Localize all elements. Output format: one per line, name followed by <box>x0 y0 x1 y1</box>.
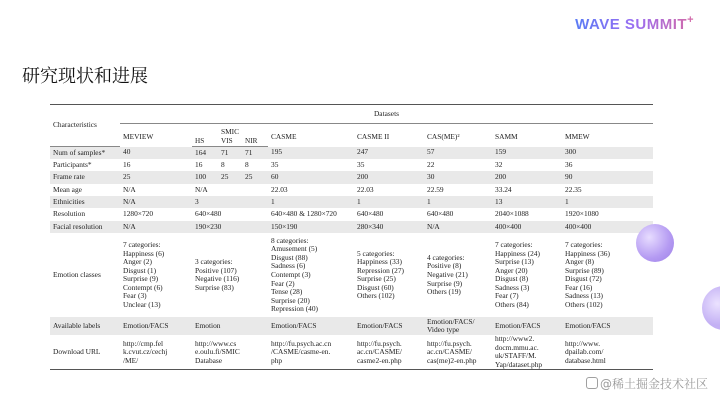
cell-line: Others (84) <box>495 299 529 309</box>
cell-line: Video type <box>427 325 460 335</box>
col-casme: CASME <box>271 132 297 141</box>
table-row: Ethnicities N/A 3 1 1 1 13 1 <box>50 196 653 208</box>
cell-line: Surprise (83) <box>195 282 234 292</box>
table-row: Num of samples* 40 164 71 71 195 247 57 159 300 <box>50 147 653 159</box>
cell-line: Repression (27) <box>357 265 405 275</box>
cell-line: /ME/ <box>123 355 139 365</box>
cell-line: Positive (8) <box>427 261 462 271</box>
cell-line: Yap/dataset.php <box>495 359 543 369</box>
cell-line: 3 categories: <box>195 257 233 267</box>
cell-line: Disgust (60) <box>357 282 394 292</box>
cell-line: dpailab.com/ <box>565 347 604 357</box>
cell-line: Positive (107) <box>195 265 237 275</box>
cell-line: Happiness (33) <box>357 257 402 267</box>
cell-line: 7 categories: <box>565 240 603 250</box>
wave-summit-logo: WAVE SUMMIT+ <box>575 14 694 33</box>
cell-line: 8 categories: <box>271 235 309 245</box>
watermark: @稀土掘金技术社区 <box>586 375 708 392</box>
cell-line: k.cvut.cz/cechj <box>123 347 168 357</box>
cell-line: Happiness (6) <box>123 248 165 258</box>
cell-line: Surprise (25) <box>357 274 396 284</box>
cell-line: Negative (21) <box>427 269 468 279</box>
decorative-orb <box>636 224 674 262</box>
cell-line: Sadness (6) <box>271 261 306 271</box>
cell-line: Others (102) <box>357 291 395 301</box>
cell-line: Negative (116) <box>195 274 240 284</box>
col-smic-hs: HS <box>192 137 218 147</box>
cell-line: Happiness (36) <box>565 248 610 258</box>
table-row-available-labels: Available labels Emotion/FACS Emotion Emotion/FACS Emotion/FACS Emotion/FACS/ Video type Emotion/FACS Emotion/FACS <box>50 317 653 335</box>
cell-line: Fear (2) <box>271 278 295 288</box>
col-meview: MEVIEW <box>123 132 154 141</box>
characteristics-header: Characteristics <box>50 105 120 147</box>
cell-line: Surprise (9) <box>123 274 159 284</box>
cell-line: http://fu.psych. <box>427 338 472 348</box>
table-row-download-url: Download URL http://cmp.fel k.cvut.cz/cechj /ME/ http://www.cs e.oulu.fi/SMIC Database http://fu.psych.ac.cn /CASME/casme-en. php http://fu.psych. ac.cn/CASME/ casme2-en.php http://fu.psych. ac.cn/CASME/ cas(me)2-en.php http://www2. docm.mmu.ac. uk/STAFF/M. Yap/dataset.php http://www. dpailab.com/ database.html <box>50 335 653 370</box>
cell-line: Amusement (5) <box>271 244 318 254</box>
cell-line: database.html <box>565 355 606 365</box>
table-row: Participants* 16 16 8 8 35 35 22 32 36 <box>53 159 573 169</box>
slide-title: 研究现状和进展 <box>22 66 148 87</box>
table-row: Mean age N/A N/A 22.03 22.03 22.59 33.24 22.35 <box>53 184 582 194</box>
cell-line: Contempt (6) <box>123 282 163 292</box>
table-row: Facial resolution N/A 190×230 150×190 280×340 N/A 400×400 400×400 <box>50 221 653 233</box>
cell-line: http://www.cs <box>195 338 237 348</box>
cell-line: cas(me)2-en.php <box>427 355 477 365</box>
table-row: Resolution 1280×720 640×480 640×480 & 1280×720 640×480 640×480 2040×1088 1920×1080 <box>53 209 599 219</box>
cell-line: http://www. <box>565 338 601 348</box>
cell-line: Disgust (1) <box>123 265 157 275</box>
cell-line: Happiness (24) <box>495 248 540 258</box>
cell-line: Anger (8) <box>565 257 594 267</box>
col-casme2: CASME II <box>357 132 390 141</box>
col-cas-me-squared: CAS(ME)² <box>427 132 460 141</box>
cell-line: Surprise (13) <box>495 257 534 267</box>
table-row: Frame rate 25 100 25 25 60 200 30 200 90 <box>50 171 653 183</box>
cell-line: 4 categories: <box>427 252 465 262</box>
cell-line: Disgust (8) <box>495 274 529 284</box>
cell-line: 7 categories: <box>123 240 161 250</box>
cell-line: ac.cn/CASME/ <box>427 347 472 357</box>
cell-line: Surprise (20) <box>271 295 310 305</box>
cell-line: casme2-en.php <box>357 355 402 365</box>
cell-line: Contempt (3) <box>271 269 311 279</box>
col-mmew: MMEW <box>565 132 590 141</box>
cell-line: Anger (2) <box>123 257 152 267</box>
col-smic: SMIC <box>220 127 240 136</box>
cell-line: Disgust (72) <box>565 274 602 284</box>
col-smic-nir: NIR <box>242 137 268 147</box>
decorative-orb <box>702 286 720 330</box>
datasets-header: Datasets <box>120 105 653 124</box>
cell-line: Unclear (13) <box>123 299 161 309</box>
cell-line: Surprise (89) <box>565 265 604 275</box>
cell-line: Fear (16) <box>565 282 593 292</box>
table-row-emotion-classes: Emotion classes 7 categories: Happiness (6) Anger (2) Disgust (1) Surprise (9) Contempt (6) Fear (3) Unclear (13) 3 categories: Positive (107) Negative (116) Surprise (83) 8 categories: Amusement (5) Disgust (88) Sadness (6) Contempt (3) Fear (2) Tense (28) Surprise (20) Repression (40) 5 categories: Happiness (33) Repression (27) Surprise (25) Disgust (60) Others (102) 4 categories: Positive (8) Negative (21) Surprise (9) Others (19) 7 categories: Happiness (24) Surprise (13) Anger (20) Disgust (8) Sadness (3) Fear (7) Others (84) 7 categories: Happiness (36) Anger (8) Surprise (89) Disgust (72) Fear (16) Sadness (13) Others (102) <box>50 233 653 317</box>
cell-line: /CASME/casme-en. <box>271 347 331 357</box>
cell-line: docm.mmu.ac. <box>495 342 539 352</box>
cell-line: Sadness (3) <box>495 282 530 292</box>
cell-line: Database <box>195 355 223 365</box>
cell-line: php <box>271 355 283 365</box>
cell-line: 5 categories: <box>357 248 395 258</box>
cell-line: Others (19) <box>427 287 461 297</box>
cell-line: http://fu.psych. <box>357 338 402 348</box>
cell-line: Repression (40) <box>271 304 319 314</box>
datasets-table <box>50 104 653 369</box>
col-samm: SAMM <box>495 132 518 141</box>
cell-line: http://fu.psych.ac.cn <box>271 338 332 348</box>
cell-line: Sadness (13) <box>565 291 603 301</box>
cell-line: http://www2. <box>495 334 535 344</box>
cell-line: Disgust (88) <box>271 252 308 262</box>
col-smic-vis: VIS <box>218 137 242 147</box>
juejin-icon <box>586 377 598 389</box>
cell-line: Others (102) <box>565 299 603 309</box>
cell-line: http://cmp.fel <box>123 338 164 348</box>
cell-line: uk/STAFF/M. <box>495 351 537 361</box>
cell-line: Fear (3) <box>123 291 147 301</box>
cell-line: 7 categories: <box>495 240 533 250</box>
cell-line: ac.cn/CASME/ <box>357 347 402 357</box>
cell-line: Fear (7) <box>495 291 519 301</box>
cell-line: e.oulu.fi/SMIC <box>195 347 240 357</box>
cell-line: Surprise (9) <box>427 278 463 288</box>
cell-line: Tense (28) <box>271 287 303 297</box>
cell-line: Anger (20) <box>495 265 528 275</box>
cell-line: Emotion/FACS/ <box>427 316 475 326</box>
